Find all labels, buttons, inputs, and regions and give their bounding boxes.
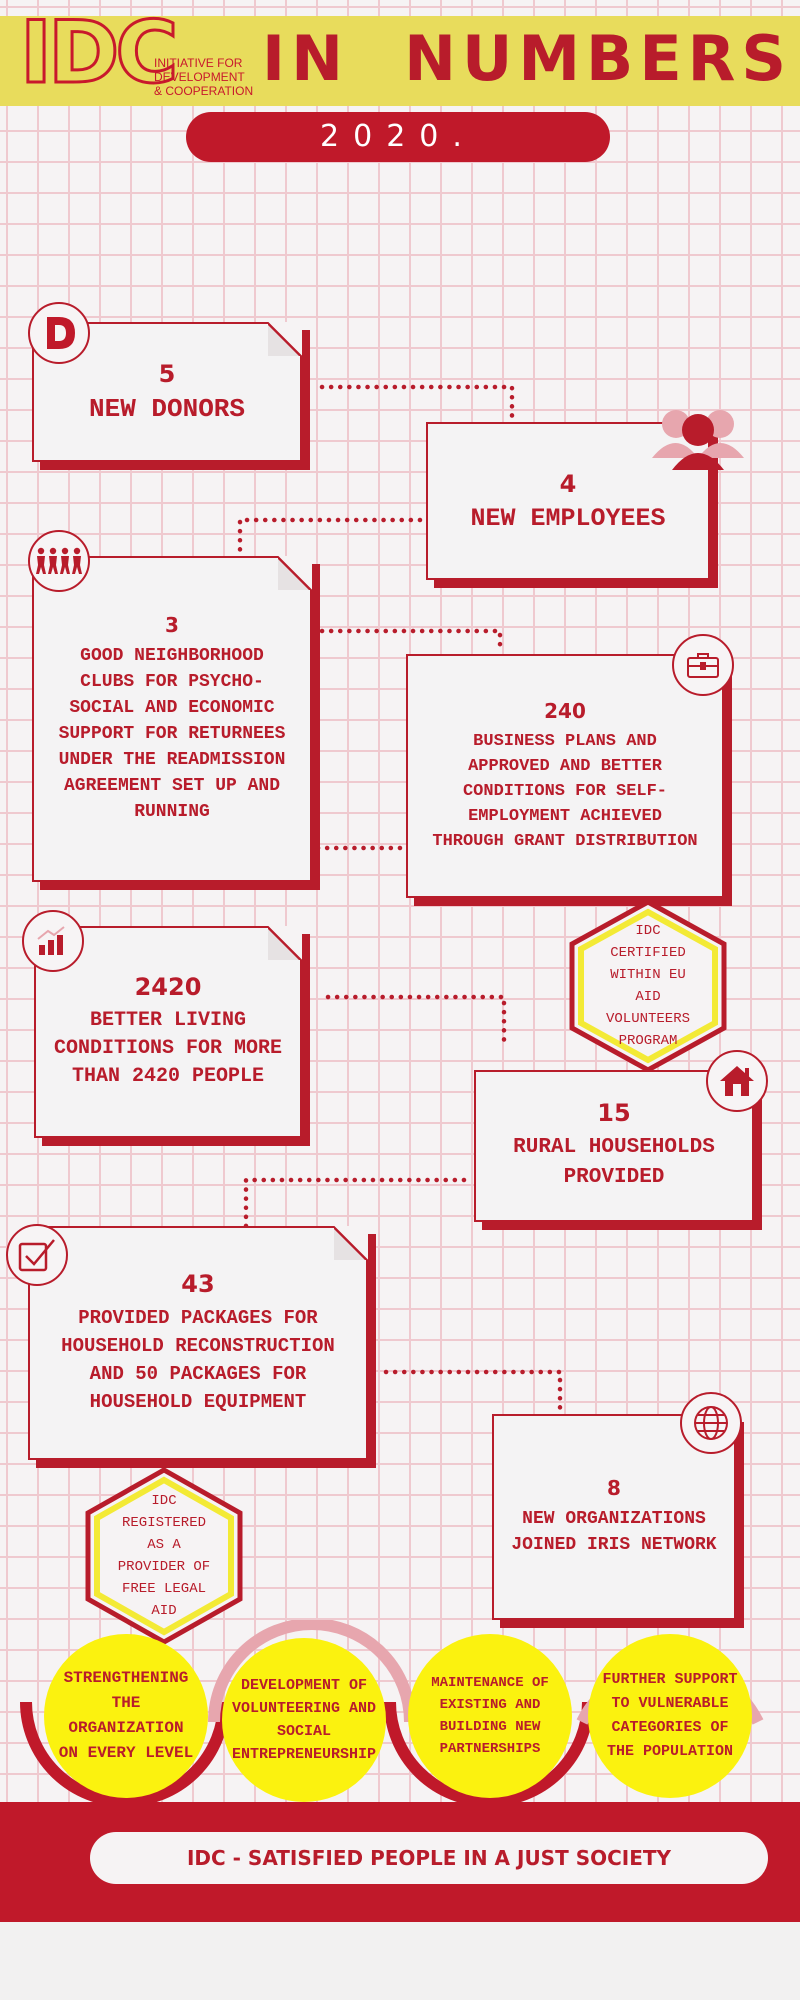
logo: IDC (20, 3, 175, 103)
people-group-icon (646, 406, 750, 472)
logo-subtitle: INITIATIVE FOR DEVELOPMENT & COOPERATION (154, 56, 254, 98)
goal-text: STRENGTHENING THE ORGANIZATION ON EVERY LEVEL (58, 1669, 194, 1762)
goal-text: FURTHER SUPPORT TO VULNERABLE CATEGORIES OF THE POPULATION (602, 1671, 738, 1760)
goal-partnerships (408, 1634, 572, 1798)
stat-card-business (406, 654, 724, 898)
stat-label: NEW ORGANIZATIONS JOINED IRIS NETWORK (511, 1509, 717, 1555)
stat-label: NEW EMPLOYEES (470, 503, 666, 533)
stat-card-packages (28, 1226, 368, 1460)
stat-number: 240 (544, 698, 586, 723)
goal-strengthening (44, 1634, 208, 1798)
family-icon (28, 530, 90, 592)
stat-label: RURAL HOUSEHOLDS PROVIDED (513, 1136, 715, 1189)
stat-label: GOOD NEIGHBORHOOD CLUBS FOR PSYCHO-SOCIAL AND ECONOMIC SUPPORT FOR RETURNEES UNDER THE READMISSION AGREEMENT SET UP AND RUNNING (58, 646, 286, 822)
goal-text: MAINTENANCE OF EXISTING AND BUILDING NEW PARTNERSHIPS (431, 1675, 549, 1757)
globe-icon (680, 1392, 742, 1454)
stat-number: 5 (158, 360, 176, 388)
stat-number: 43 (181, 1270, 215, 1298)
letter-d-icon (28, 302, 90, 364)
stat-label: BETTER LIVING CONDITIONS FOR MORE THAN 2420 PEOPLE (53, 1009, 283, 1088)
stat-label: BUSINESS PLANS AND APPROVED AND BETTER CONDITIONS FOR SELF-EMPLOYMENT ACHIEVED THROUGH GRANT DISTRIBUTION (432, 731, 698, 851)
growth-chart-icon (22, 910, 84, 972)
year-badge: 2020. (186, 112, 610, 162)
stat-number: 2420 (134, 973, 202, 1001)
stat-number: 3 (165, 613, 179, 637)
badge-text: IDC CERTIFIED WITHIN EU AID VOLUNTEERS PROGRAM (605, 923, 690, 1049)
briefcase-icon (672, 634, 734, 696)
goal-text: DEVELOPMENT OF VOLUNTEERING AND SOCIAL ENTREPRENEURSHIP (231, 1677, 377, 1763)
stat-number: 8 (607, 1476, 621, 1500)
badge-registered (84, 1466, 244, 1646)
stat-number: 15 (597, 1099, 631, 1127)
footer-slogan: IDC - SATISFIED PEOPLE IN A JUST SOCIETY (90, 1832, 768, 1884)
stat-card-clubs (32, 556, 312, 882)
goal-volunteering (222, 1638, 386, 1802)
checkmark-icon (6, 1224, 68, 1286)
page-title: IN NUMBERS (262, 22, 793, 95)
stat-label: PROVIDED PACKAGES FOR HOUSEHOLD RECONSTRUCTION AND 50 PACKAGES FOR HOUSEHOLD EQUIPMENT (61, 1307, 335, 1413)
stat-label: NEW DONORS (88, 394, 246, 424)
goal-vulnerable (588, 1634, 752, 1798)
badge-certified (566, 898, 730, 1074)
stat-number: 4 (559, 469, 577, 498)
house-icon (706, 1050, 768, 1112)
bottom-margin (0, 1922, 800, 2000)
badge-text: IDC REGISTERED AS A PROVIDER OF FREE LEGAL AID (117, 1493, 211, 1619)
